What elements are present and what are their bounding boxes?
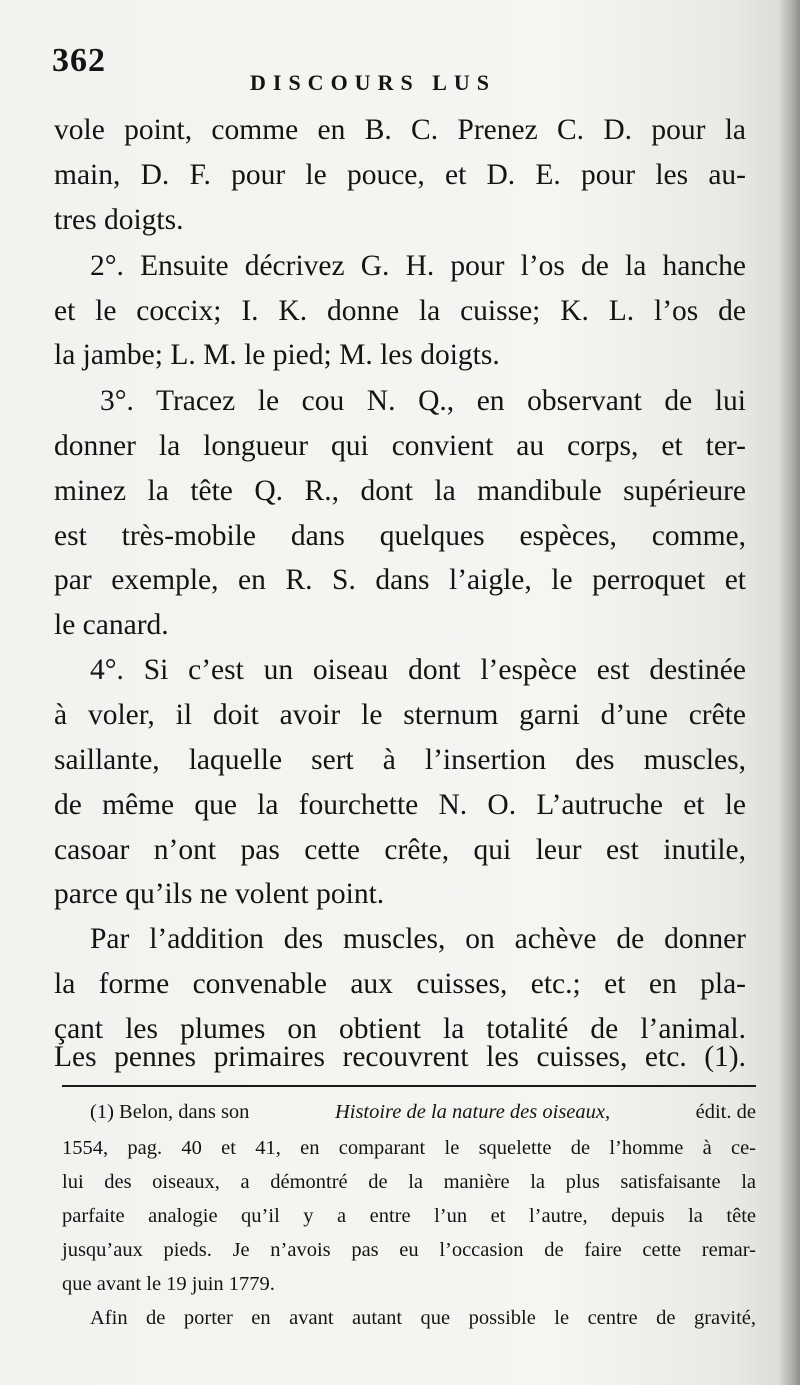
footnote-rule [62, 1085, 756, 1087]
body-line: est très-mobile dans quelques espèces, comme, [54, 520, 746, 552]
body-line: çant les plumes on obtient la totalité de l’animal. [54, 1013, 746, 1045]
body-line: 2°. Ensuite décrivez G. H. pour l’os de la hanche [90, 250, 746, 282]
footnote-text: (1) Belon, dans son [90, 1101, 250, 1123]
footnote-line: Afin de porter en avant autant que possible le centre de gravité, [90, 1307, 756, 1329]
body-line: minez la tête Q. R., dont la mandibule supérieure [54, 475, 746, 507]
footnote-line [90, 1102, 756, 1123]
body-line: parce qu’ils ne volent point. [54, 878, 385, 910]
body-line: 4°. Si c’est un oiseau dont l’espèce est destinée [90, 654, 746, 686]
footnote-line: jusqu’aux pieds. Je n’avois pas eu l’occasion de faire cette remar- [62, 1239, 756, 1261]
footnote-text: édit. de [695, 1101, 756, 1123]
body-line: le canard. [54, 609, 169, 641]
body-line: Les pennes primaires recouvrent les cuisses, etc. (1). [54, 1041, 746, 1073]
footnote-line: 1554, pag. 40 et 41, en comparant le squelette de l’homme à ce- [62, 1137, 756, 1159]
body-line: donner la longueur qui convient au corps, et ter- [54, 430, 746, 462]
body-line: par exemple, en R. S. dans l’aigle, le perroquet et [54, 564, 746, 596]
footnote-line: parfaite analogie qu’il y a entre l’un et l’autre, depuis la tête [62, 1205, 756, 1227]
body-line: la forme convenable aux cuisses, etc.; et en pla- [54, 968, 746, 1000]
body-line: main, D. F. pour le pouce, et D. E. pour les au- [54, 159, 746, 191]
body-line: Par l’addition des muscles, on achève de donner [90, 923, 746, 955]
body-line: tres doigts. [54, 204, 184, 236]
footnote-book-title: Histoire de la nature des oiseaux, [334, 1101, 611, 1123]
body-line: casoar n’ont pas cette crête, qui leur est inutile, [54, 834, 746, 866]
body-line: saillante, laquelle sert à l’insertion des muscles, [54, 744, 746, 776]
body-line: 3°. Tracez le cou N. Q., en observant de lui [100, 385, 746, 417]
footnote-line: lui des oiseaux, a démontré de la manière la plus satisfaisante la [62, 1171, 756, 1193]
page-number: 362 [52, 42, 106, 79]
footnote-line: que avant le 19 juin 1779. [62, 1273, 275, 1295]
page-edge-shadow [778, 0, 800, 1385]
body-line: à voler, il doit avoir le sternum garni d’une crête [54, 699, 746, 731]
body-line: de même que la fourchette N. O. L’autruche et le [54, 789, 746, 821]
body-line: vole point, comme en B. C. Prenez C. D. pour la [54, 114, 746, 146]
body-line: la jambe; L. M. le pied; M. les doigts. [54, 339, 500, 371]
body-line: et le coccix; I. K. donne la cuisse; K. L. l’os de [54, 295, 746, 327]
running-head: DISCOURS LUS [250, 70, 496, 95]
